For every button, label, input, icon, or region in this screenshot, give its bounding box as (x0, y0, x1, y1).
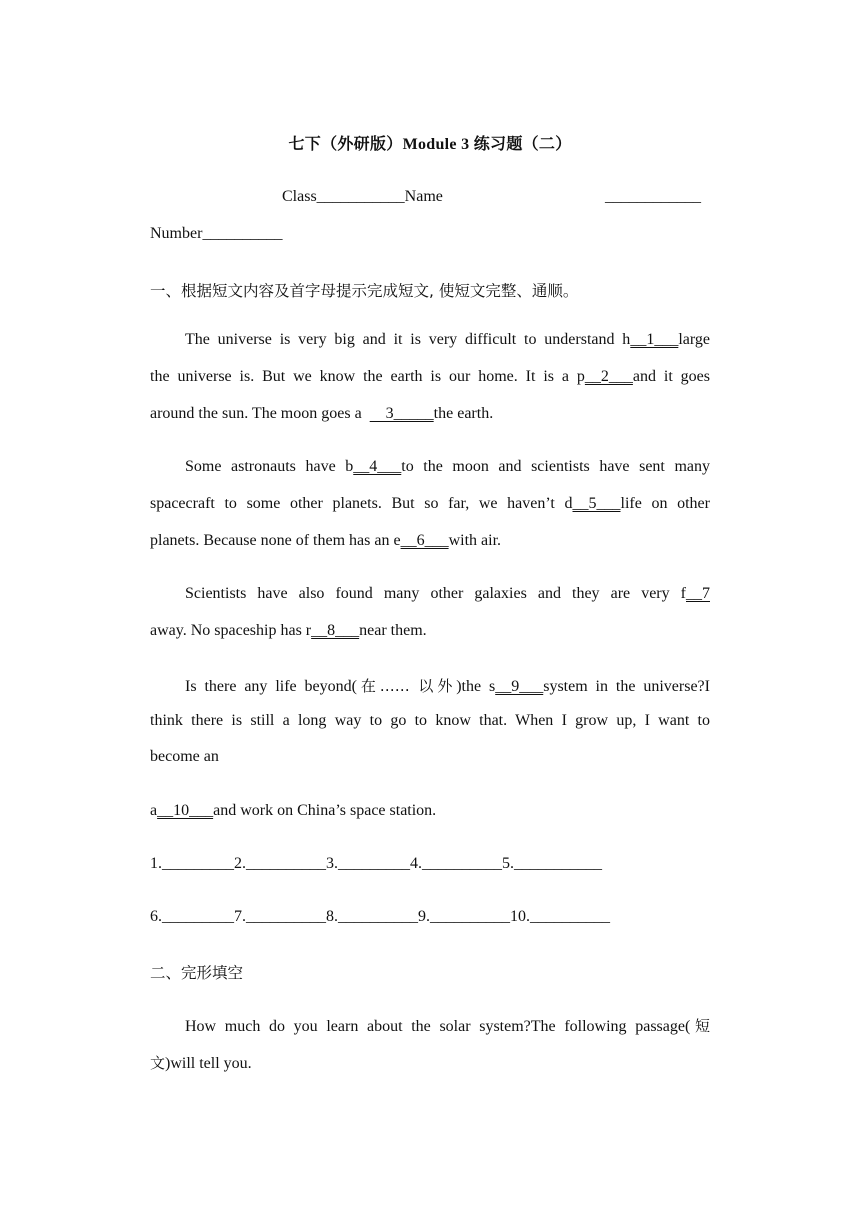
p4-line-3: become an (150, 748, 219, 765)
p4-line-1 (185, 675, 710, 696)
p4-text: system in the universe?I (543, 678, 710, 695)
blank-1: __1___ (630, 331, 679, 348)
p2-text: spacecraft to some other planets. But so far, we haven’t d (150, 495, 573, 512)
answers-row-1: 1._________2.__________3._________4.__________5.___________ (150, 855, 602, 872)
p1-text: the universe is. But we know the earth is our home. It is a p (150, 368, 585, 385)
p3-line-1 (185, 585, 710, 603)
s2-line-2 (150, 1052, 252, 1073)
blank-10: __10___ (157, 802, 214, 819)
class-label: Class (282, 188, 317, 205)
p3-line-2 (150, 622, 427, 640)
name-label: Name (404, 188, 443, 205)
p4-text: Is there any life beyond( (185, 678, 357, 695)
blank-7: __7 (686, 585, 710, 602)
s2-text: How much do you learn about the solar system?The following passage( (185, 1018, 691, 1035)
name-blank: ____________ (605, 188, 701, 205)
s2-cjk-text: 文 (150, 1054, 166, 1072)
blank-8: __8___ (311, 622, 360, 639)
class-blank: ___________ (316, 188, 405, 205)
p4-text: a (150, 802, 158, 819)
p1-line-2 (150, 368, 710, 386)
p4-line-4 (150, 802, 436, 820)
blank-2: __2___ (584, 368, 633, 385)
section-2-heading: 二、完形填空 (150, 964, 244, 982)
number-blank: __________ (202, 225, 283, 242)
class-name-line (282, 188, 443, 206)
blank-5: __5___ (572, 495, 621, 512)
p4-text: and work on China’s space station. (213, 802, 437, 819)
p1-text: and it goes (632, 368, 710, 385)
blank-6: __6___ (400, 532, 449, 549)
p1-text: The universe is very big and it is very difficult to understand h (185, 331, 631, 348)
p2-text: with air. (448, 532, 502, 549)
p4-cjk-text: 在…… 以外 (356, 677, 457, 695)
p1-text: the earth. (433, 405, 494, 422)
s2-cjk-text: 短 (690, 1017, 710, 1035)
blank-3: 3_____ (369, 405, 434, 422)
blank-4: __4___ (353, 458, 402, 475)
p2-text: to the moon and scientists have sent many (401, 458, 710, 475)
p3-text: away. No spaceship has r (150, 622, 312, 639)
p2-text: planets. Because none of them has an e (150, 532, 401, 549)
p3-text: Scientists have also found many other galaxies and they are very f (185, 585, 686, 602)
p1-text: large (678, 331, 710, 348)
p2-line-2 (150, 495, 710, 513)
section-1-heading: 一、根据短文内容及首字母提示完成短文, 使短文完整、通顺。 (150, 282, 579, 300)
p2-line-3 (150, 532, 501, 550)
p1-line-1 (185, 331, 710, 349)
number-line (150, 225, 282, 243)
blank-9: __9___ (495, 678, 544, 695)
p3-text: near them. (359, 622, 427, 639)
s2-line-1 (185, 1015, 710, 1036)
page-title: 七下（外研版）Module 3 练习题（二） (288, 136, 572, 153)
number-label: Number (150, 225, 203, 242)
p4-line-2: think there is still a long way to go to know that. When I grow up, I want to (150, 712, 710, 729)
answers-row-2: 6._________7.__________8.__________9.__________10.__________ (150, 908, 610, 925)
p2-text: life on other (620, 495, 710, 512)
p1-line-3 (150, 405, 493, 423)
p4-text: )the s (456, 678, 496, 695)
p2-text: Some astronauts have b (185, 458, 354, 475)
s2-text: )will tell you. (165, 1055, 252, 1072)
p2-line-1 (185, 458, 710, 476)
p1-text: around the sun. The moon goes a (150, 405, 362, 422)
